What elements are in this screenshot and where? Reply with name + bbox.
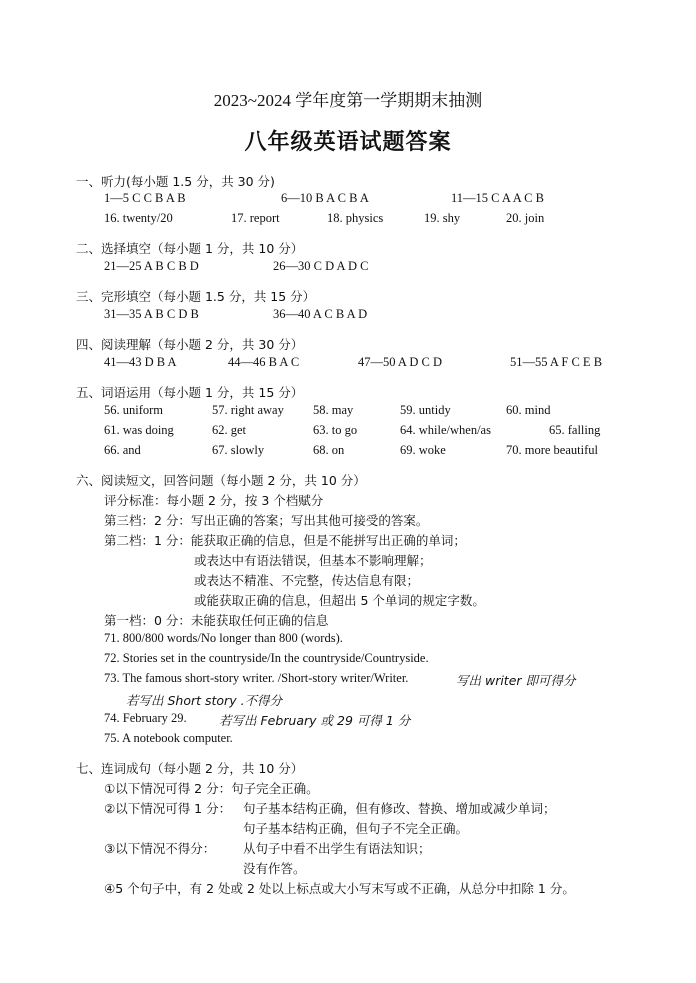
answer-41-43: 41—43 D B A xyxy=(104,355,177,369)
answer-21-25: 21—25 A B C B D xyxy=(104,259,199,273)
answer-73: 73. The famous short-story writer. /Short-story writer/Writer. xyxy=(104,671,409,685)
answer-69: 69. woke xyxy=(400,443,446,457)
answer-72: 72. Stories set in the countryside/In the countryside/Countryside. xyxy=(104,651,429,665)
answer-62: 62. get xyxy=(212,423,247,437)
answer-68: 68. on xyxy=(313,443,345,457)
answer-19: 19. shy xyxy=(424,211,461,225)
rule-3-b: 没有作答。 xyxy=(243,861,306,876)
answer-70: 70. more beautiful xyxy=(506,443,598,457)
answer-56: 56. uniform xyxy=(104,403,164,417)
scoring-tier-2-d: 或能获取正确的信息，但超出 5 个单词的规定字数。 xyxy=(194,593,485,608)
answer-31-35: 31—35 A B C D B xyxy=(104,307,199,321)
answer-66: 66. and xyxy=(104,443,141,457)
section-listening-heading: 一、听力(每小题 1.5 分，共 30 分) xyxy=(76,174,275,189)
answer-58: 58. may xyxy=(313,403,354,417)
scoring-tier-2-b: 或表达中有语法错误，但基本不影响理解； xyxy=(194,553,432,568)
scoring-criteria: 评分标准：每小题 2 分，按 3 个档赋分 xyxy=(104,493,324,508)
exam-subtitle: 八年级英语试题答案 xyxy=(244,130,452,155)
answer-65: 65. falling xyxy=(549,423,601,437)
answer-67: 67. slowly xyxy=(212,443,265,457)
scoring-tier-2-c: 或表达不精准、不完整，传达信息有限； xyxy=(194,573,420,588)
section-sentence-heading: 七、连词成句（每小题 2 分，共 10 分） xyxy=(76,761,304,776)
answer-75: 75. A notebook computer. xyxy=(104,731,233,745)
answer-20: 20. join xyxy=(506,211,545,225)
answer-6-10: 6—10 B A C B A xyxy=(281,191,369,205)
answer-26-30: 26—30 C D A D C xyxy=(273,259,369,273)
section-word-use-heading: 五、词语运用（每小题 1 分，共 15 分） xyxy=(76,385,304,400)
scoring-tier-3: 第三档：2 分：写出正确的答案；写出其他可接受的答案。 xyxy=(104,513,429,528)
scoring-tier-2: 第二档：1 分：能获取正确的信息，但是不能拼写出正确的单词； xyxy=(104,533,466,548)
answer-18: 18. physics xyxy=(327,211,384,225)
section-choice-heading: 二、选择填空（每小题 1 分，共 10 分） xyxy=(76,241,304,256)
scoring-tier-1: 第一档：0 分：未能获取任何正确的信息 xyxy=(104,613,329,628)
rule-2: ②以下情况可得 1 分： xyxy=(104,801,232,816)
answer-17: 17. report xyxy=(231,211,280,225)
answer-61: 61. was doing xyxy=(104,423,174,437)
rule-3-a: 从句子中看不出学生有语法知识； xyxy=(243,841,431,856)
answer-16: 16. twenty/20 xyxy=(104,211,173,225)
rule-2-a: 句子基本结构正确，但有修改、替换、增加或减少单词； xyxy=(243,801,556,816)
answer-47-50: 47—50 A D C D xyxy=(358,355,443,369)
answer-74: 74. February 29. xyxy=(104,711,187,725)
rule-3: ③以下情况不得分： xyxy=(104,841,216,856)
answer-57: 57. right away xyxy=(212,403,284,417)
answer-51-55: 51—55 A F C E B xyxy=(510,355,603,369)
section-cloze-heading: 三、完形填空（每小题 1.5 分，共 15 分） xyxy=(76,289,316,304)
answer-73-note-1: 写出 writer 即可得分 xyxy=(456,673,576,688)
answer-74-note: 若写出 February 或 29 可得 1 分 xyxy=(219,713,411,728)
answer-64: 64. while/when/as xyxy=(400,423,491,437)
answer-71: 71. 800/800 words/No longer than 800 (words). xyxy=(104,631,343,645)
answer-36-40: 36—40 A C B A D xyxy=(273,307,368,321)
rule-4: ④5 个句子中，有 2 处或 2 处以上标点或大小写末写或不正确，从总分中扣除 1 分。 xyxy=(104,881,575,896)
answer-11-15: 11—15 C A A C B xyxy=(451,191,544,205)
answer-1-5: 1—5 C C B A B xyxy=(104,191,186,205)
answer-59: 59. untidy xyxy=(400,403,451,417)
answer-63: 63. to go xyxy=(313,423,358,437)
section-short-answer-heading: 六、阅读短文，回答问题（每小题 2 分，共 10 分） xyxy=(76,473,366,488)
exam-title: 2023~2024 学年度第一学期期末抽测 xyxy=(213,91,483,110)
rule-2-b: 句子基本结构正确，但句子不完全正确。 xyxy=(243,821,469,836)
answer-73-note-2: 若写出 Short story .不得分 xyxy=(126,693,283,708)
answer-44-46: 44—46 B A C xyxy=(228,355,300,369)
answer-60: 60. mind xyxy=(506,403,551,417)
section-reading-heading: 四、阅读理解（每小题 2 分，共 30 分） xyxy=(76,337,304,352)
rule-1: ①以下情况可得 2 分：句子完全正确。 xyxy=(104,781,319,796)
